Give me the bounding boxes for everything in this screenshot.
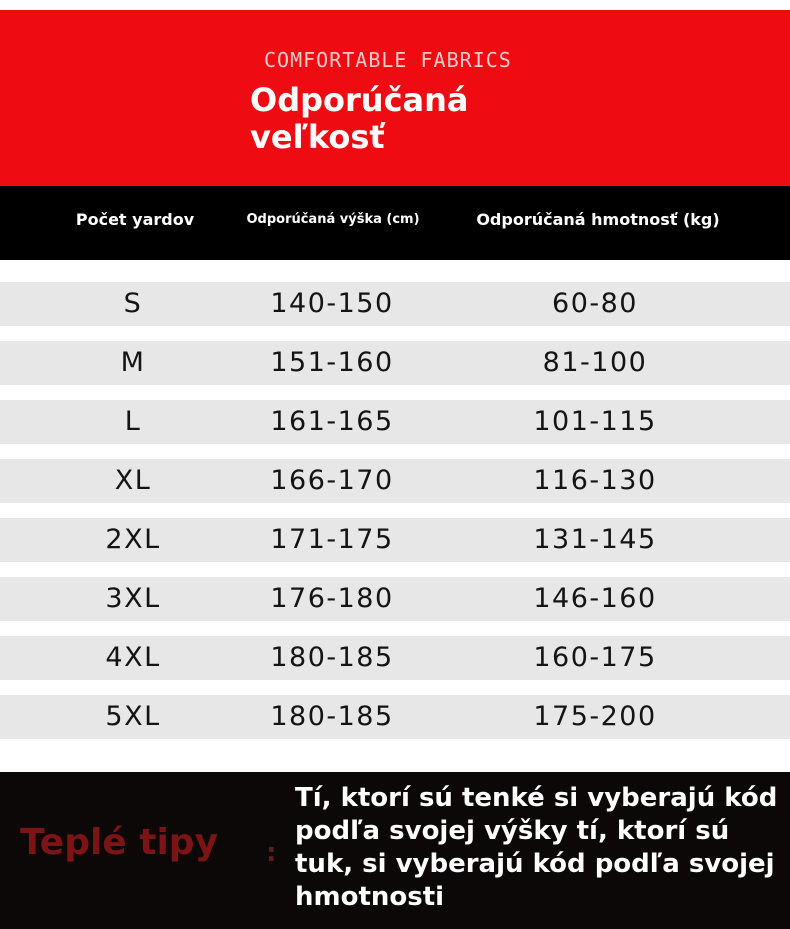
- table-row: [0, 577, 790, 621]
- table-row: [0, 636, 790, 680]
- weight-cell: 146-160: [533, 583, 657, 614]
- height-cell: 176-180: [270, 583, 394, 614]
- weight-cell: 81-100: [542, 347, 648, 378]
- hero-banner: [0, 10, 790, 186]
- weight-cell: 101-115: [533, 406, 657, 437]
- table-row: [0, 282, 790, 326]
- size-cell: XL: [114, 465, 152, 496]
- size-cell: M: [120, 347, 146, 378]
- column-header-height: Odporúčaná výška (cm): [246, 212, 420, 227]
- column-header-weight: Odporúčaná hmotnosť (kg): [476, 210, 720, 229]
- table-row: [0, 695, 790, 739]
- height-cell: 166-170: [270, 465, 394, 496]
- page-title: Odporúčaná veľkosť: [250, 81, 469, 156]
- size-cell: 5XL: [105, 701, 161, 732]
- size-cell: L: [124, 406, 142, 437]
- table-row: [0, 518, 790, 562]
- weight-cell: 131-145: [533, 524, 657, 555]
- weight-cell: 160-175: [533, 642, 657, 673]
- height-cell: 171-175: [270, 524, 394, 555]
- column-header-size: Počet yardov: [75, 210, 195, 229]
- height-cell: 180-185: [270, 642, 394, 673]
- size-cell: 2XL: [105, 524, 161, 555]
- hero-subtitle: COMFORTABLE FABRICS: [264, 48, 512, 72]
- table-header: [0, 186, 790, 260]
- table-row: [0, 400, 790, 444]
- height-cell: 151-160: [270, 347, 394, 378]
- height-cell: 180-185: [270, 701, 394, 732]
- weight-cell: 60-80: [552, 288, 638, 319]
- height-cell: 161-165: [270, 406, 394, 437]
- weight-cell: 116-130: [533, 465, 657, 496]
- table-row: [0, 341, 790, 385]
- size-cell: 3XL: [105, 583, 161, 614]
- table-row: [0, 459, 790, 503]
- tips-text: Tí, ktorí sú tenké si vyberajú kód podľa svojej výšky tí, ktorí sú tuk, si vyberajú kód podľa svojej hmotnosti: [295, 783, 778, 912]
- tips-separator: :: [266, 838, 277, 868]
- height-cell: 140-150: [270, 288, 394, 319]
- tips-label: Teplé tipy: [20, 822, 219, 863]
- weight-cell: 175-200: [533, 701, 657, 732]
- tips-footer: [0, 772, 790, 929]
- size-cell: S: [123, 288, 143, 319]
- size-cell: 4XL: [105, 642, 161, 673]
